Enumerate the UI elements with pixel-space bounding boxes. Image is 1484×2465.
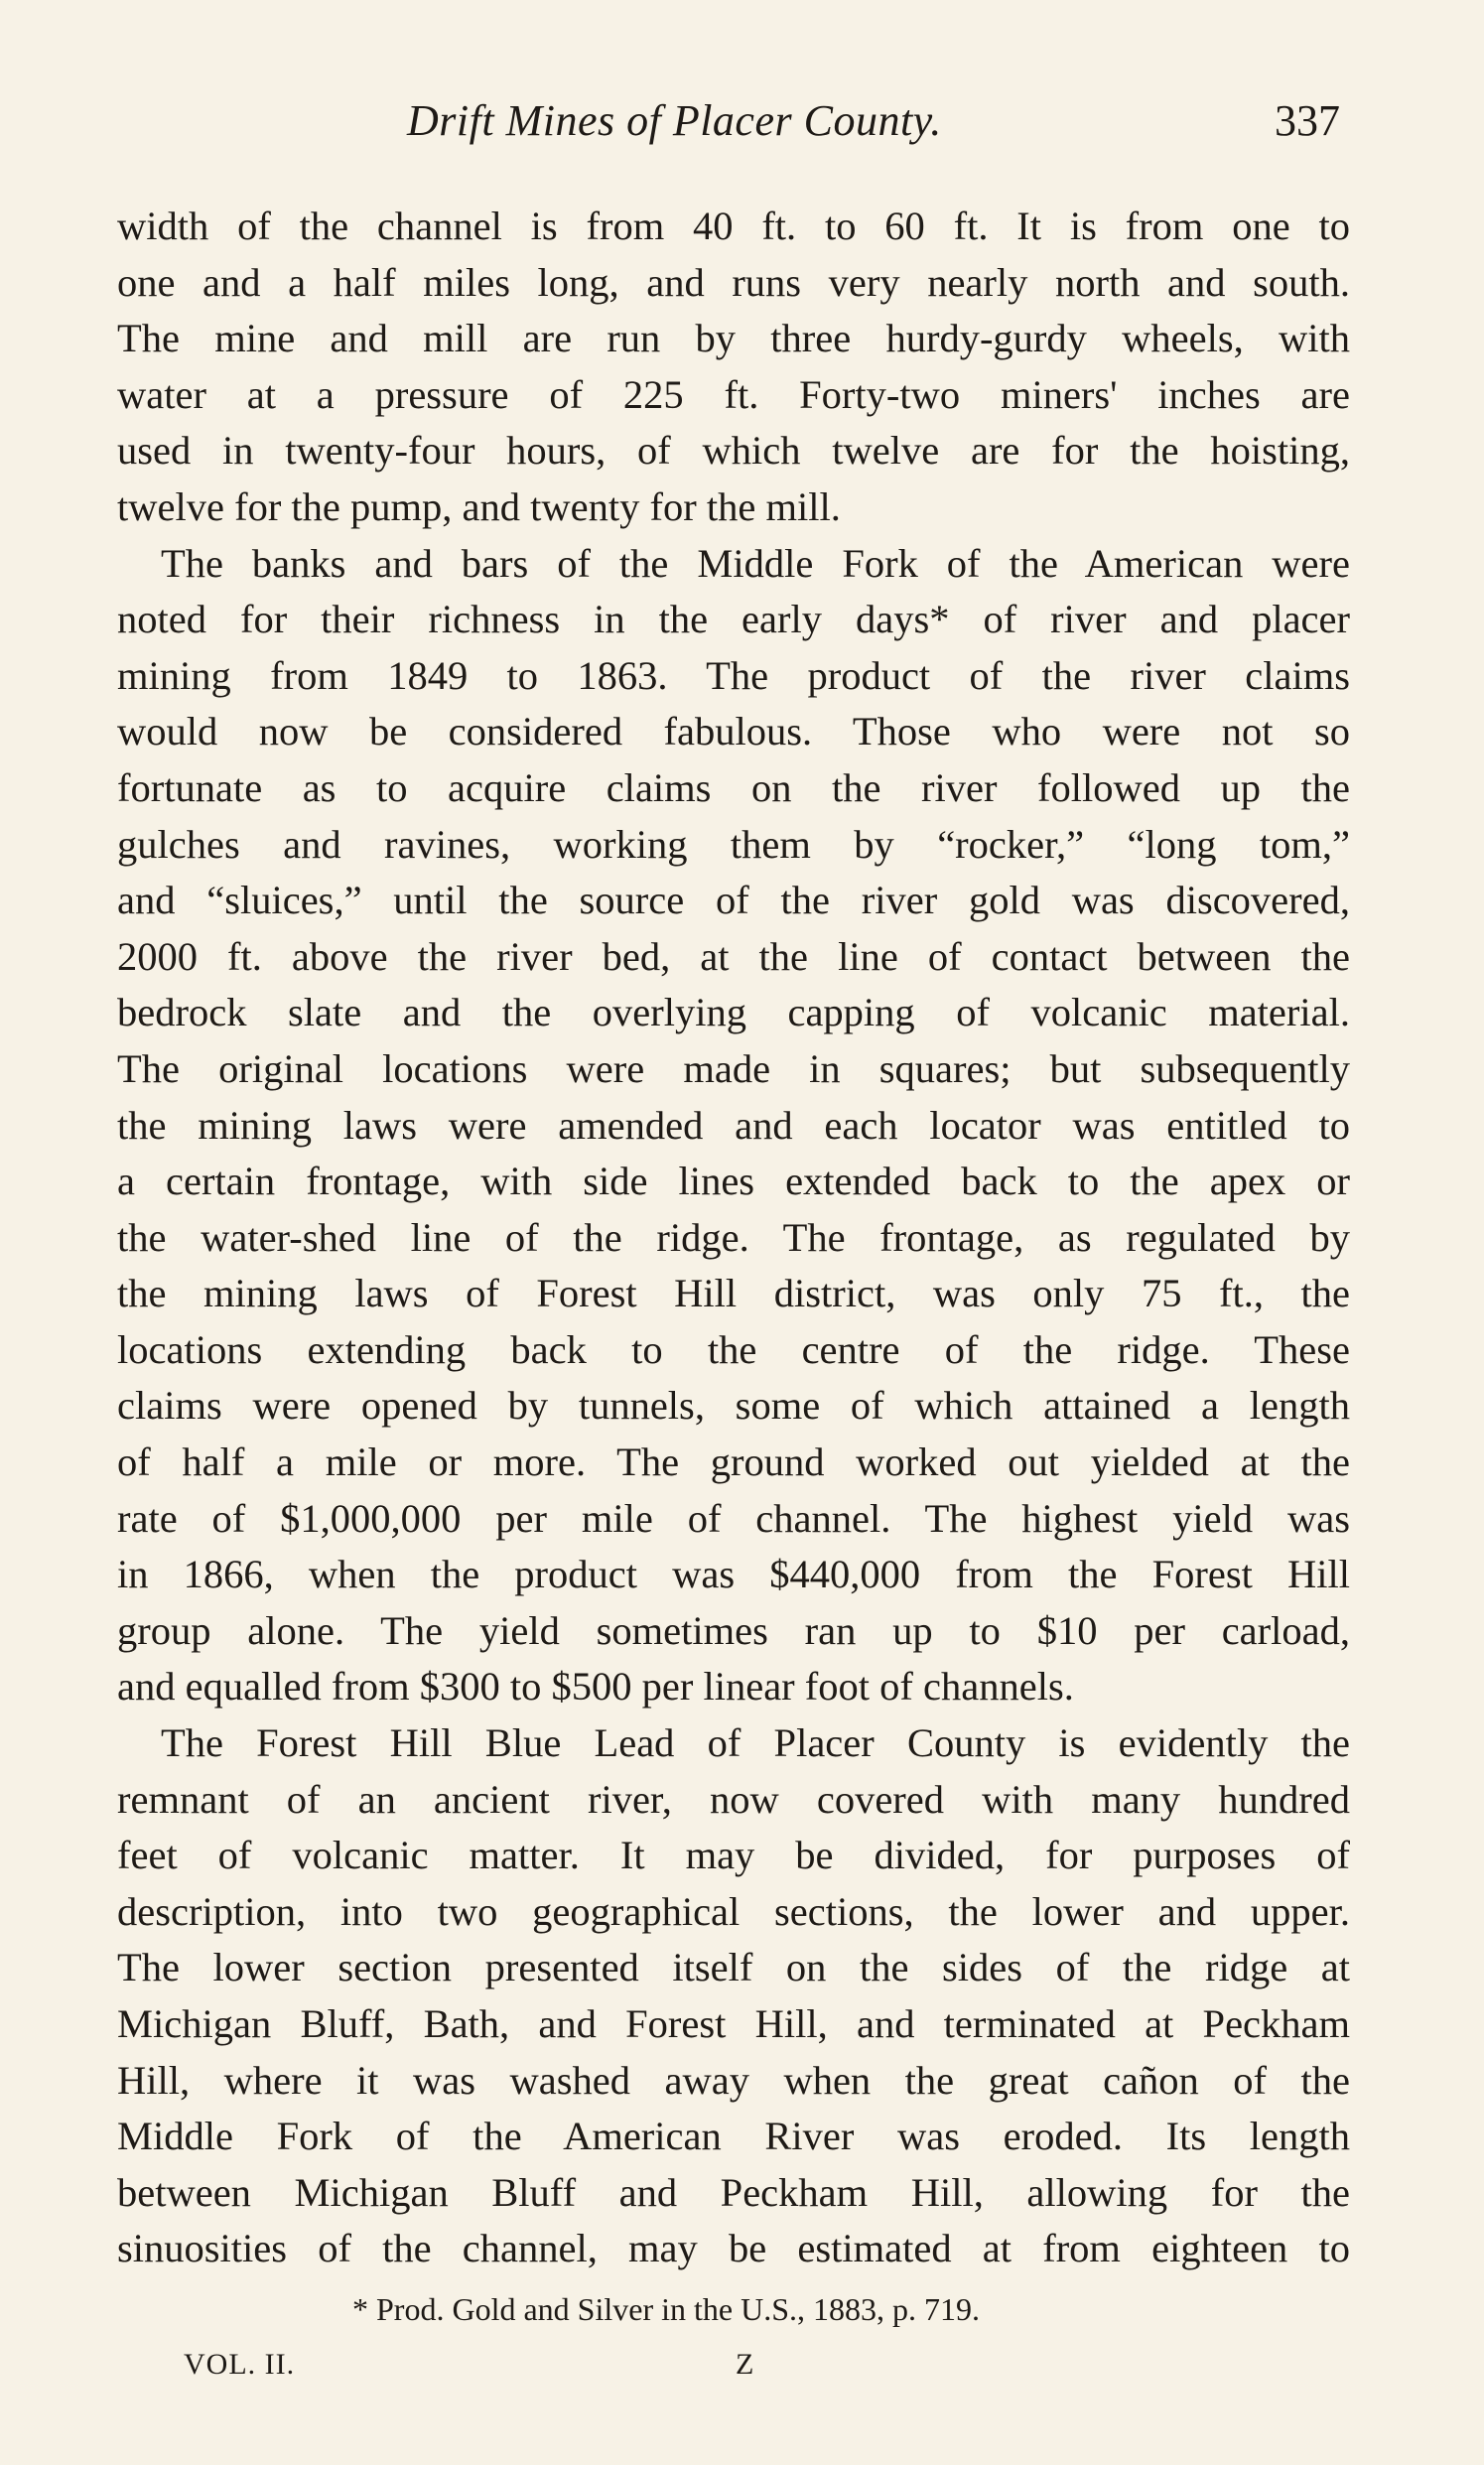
- page-number: 337: [1275, 96, 1340, 145]
- text-line: the mining laws were amended and each locator was entitled to: [117, 1102, 1350, 1148]
- running-title: Drift Mines of Placer County.: [407, 96, 942, 145]
- text-line: noted for their richness in the early days* of river and placer: [117, 597, 1350, 642]
- text-line: and equalled from $300 to $500 per linear foot of channels.: [117, 1664, 1074, 1710]
- text-line: locations extending back to the centre of the ridge. These: [117, 1326, 1350, 1372]
- text-line: used in twenty-four hours, of which twelve are for the hoisting,: [117, 428, 1350, 474]
- text-line: The original locations were made in squares; but subsequently: [117, 1045, 1350, 1091]
- volume-mark: VOL. II.: [184, 2348, 296, 2381]
- text-line: Middle Fork of the American River was eroded. Its length: [117, 2114, 1350, 2159]
- text-line: would now be considered fabulous. Those who were not so: [117, 709, 1350, 754]
- text-line: 2000 ft. above the river bed, at the line of contact between the: [117, 933, 1350, 979]
- text-line: fortunate as to acquire claims on the river followed up the: [117, 764, 1350, 810]
- text-line: feet of volcanic matter. It may be divided, for purposes of: [117, 1833, 1350, 1878]
- text-line: sinuosities of the channel, may be estimated at from eighteen to: [117, 2226, 1350, 2271]
- text-line: the mining laws of Forest Hill district, was only 75 ft., the: [117, 1271, 1350, 1316]
- text-line: of half a mile or more. The ground worked out yielded at the: [117, 1439, 1350, 1485]
- text-line: twelve for the pump, and twenty for the mill.: [117, 483, 841, 529]
- page-footer: [184, 2348, 779, 2388]
- text-line: remnant of an ancient river, now covered with many hundred: [117, 1776, 1350, 1822]
- text-line: the water-shed line of the ridge. The frontage, as regulated by: [117, 1214, 1350, 1260]
- text-line: Hill, where it was washed away when the great cañon of the: [117, 2057, 1350, 2103]
- text-line: gulches and ravines, working them by “rocker,” “long tom,”: [117, 821, 1350, 867]
- text-line: mining from 1849 to 1863. The product of the river claims: [117, 652, 1350, 698]
- text-line: one and a half miles long, and runs very nearly north and south.: [117, 259, 1350, 305]
- signature-mark: Z: [736, 2348, 754, 2381]
- text-line: group alone. The yield sometimes ran up to $10 per carload,: [117, 1607, 1350, 1653]
- text-line: width of the channel is from 40 ft. to 60 ft. It is from one to: [117, 204, 1350, 248]
- text-line: bedrock slate and the overlying capping of volcanic material.: [117, 990, 1350, 1035]
- text-line: The banks and bars of the Middle Fork of the American were: [161, 540, 1350, 586]
- text-line: claims were opened by tunnels, some of which attained a length: [117, 1383, 1350, 1429]
- text-line: The lower section presented itself on the sides of the ridge at: [117, 1945, 1350, 1990]
- running-head: [117, 95, 1340, 155]
- body-text: [117, 199, 1350, 2277]
- footnote: * Prod. Gold and Silver in the U.S., 1883, p. 719.: [352, 2291, 980, 2327]
- text-line: The mine and mill are run by three hurdy-gurdy wheels, with: [117, 316, 1350, 361]
- text-line: a certain frontage, with side lines extended back to the apex or: [117, 1159, 1350, 1204]
- text-line: rate of $1,000,000 per mile of channel. The highest yield was: [117, 1495, 1350, 1541]
- text-line: description, into two geographical sections, the lower and upper.: [117, 1888, 1350, 1934]
- text-line: and “sluices,” until the source of the river gold was discovered,: [117, 878, 1350, 923]
- text-line: The Forest Hill Blue Lead of Placer County is evidently the: [161, 1720, 1350, 1766]
- text-line: Michigan Bluff, Bath, and Forest Hill, and terminated at Peckham: [117, 2001, 1350, 2046]
- text-line: in 1866, when the product was $440,000 from the Forest Hill: [117, 1552, 1350, 1597]
- text-line: water at a pressure of 225 ft. Forty-two miners' inches are: [117, 371, 1350, 417]
- text-line: between Michigan Bluff and Peckham Hill, allowing for the: [117, 2169, 1350, 2215]
